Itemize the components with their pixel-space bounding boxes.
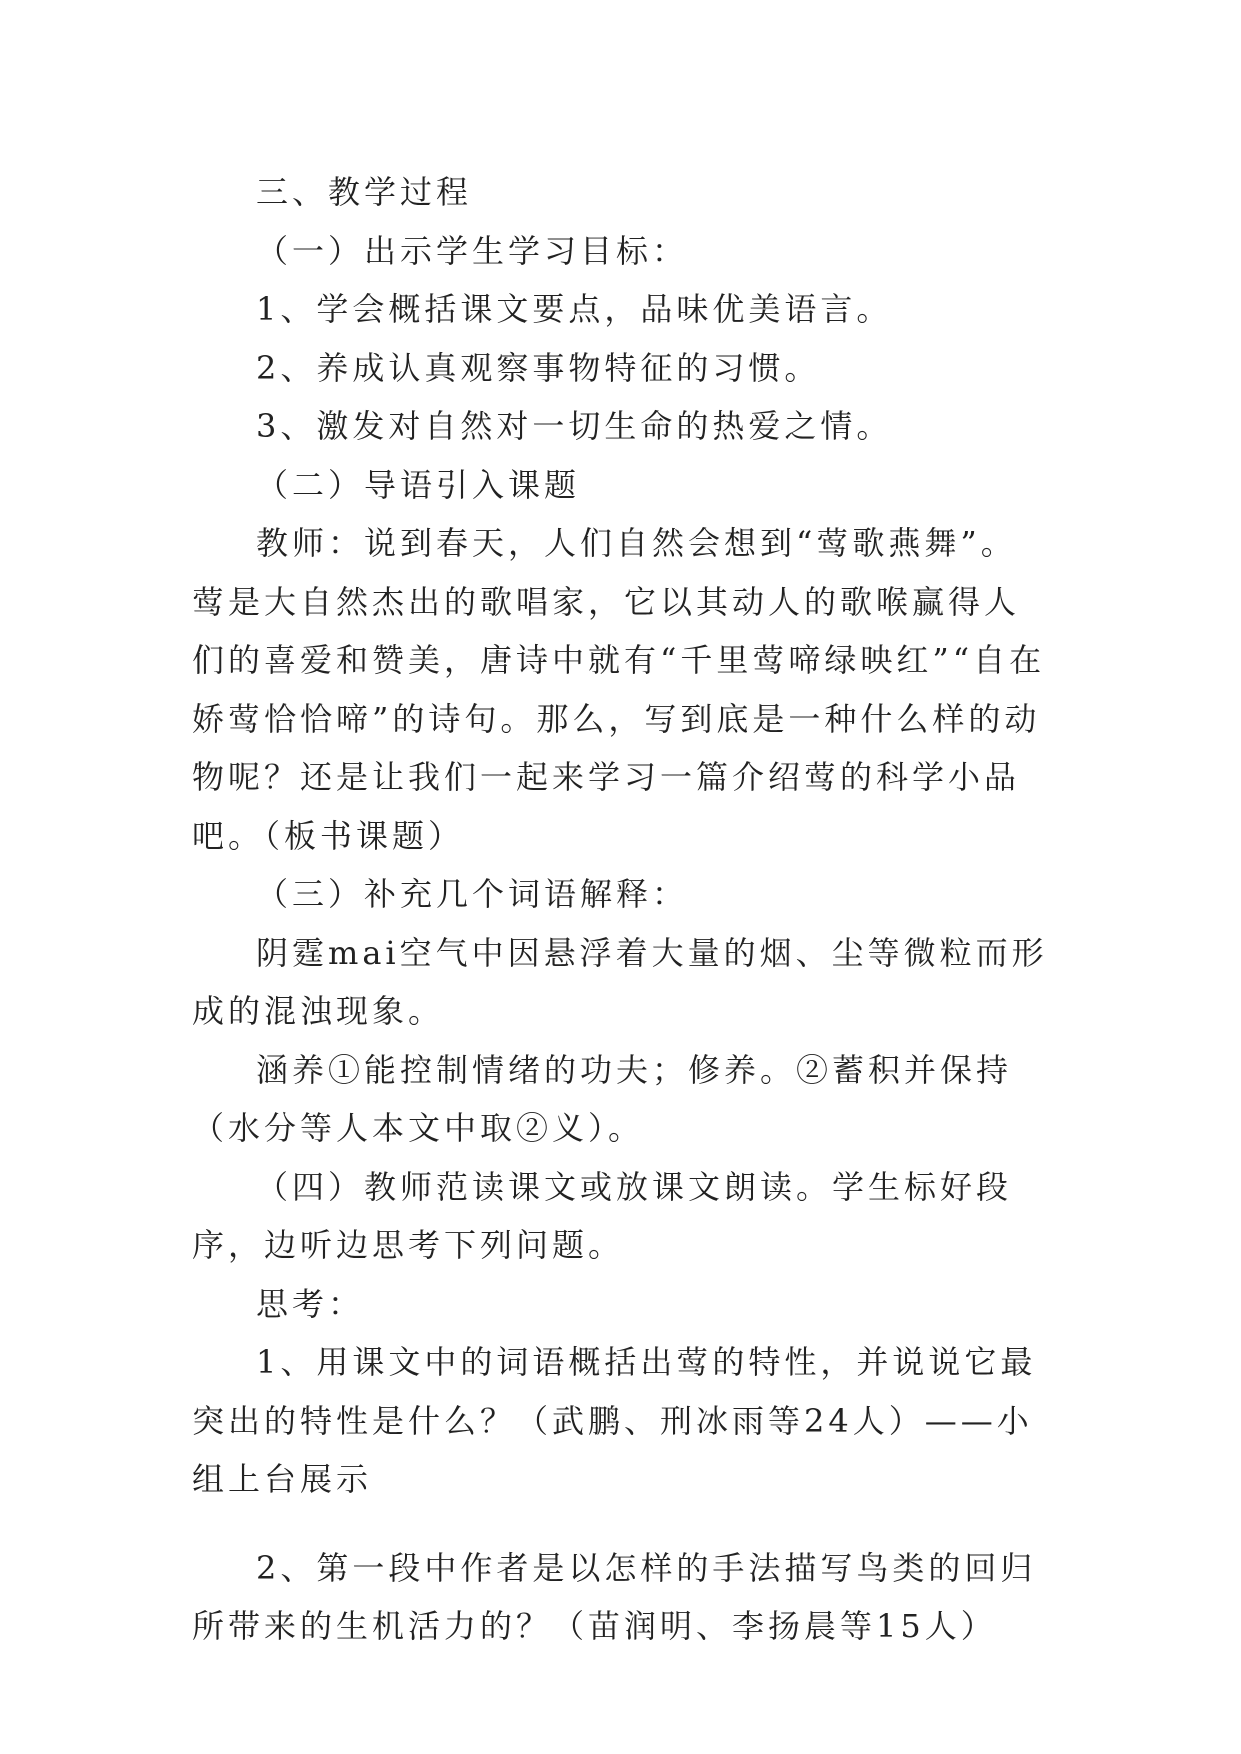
section-heading: 三、教学过程 xyxy=(256,173,473,211)
goal-item: 2、养成认真观察事物特征的习惯。 xyxy=(256,348,821,387)
question-item: 2、第一段中作者是以怎样的手法描写鸟类的回归所带来的生机活力的？（苗润明、李扬晨等15人） xyxy=(192,1548,1037,1645)
subsection-heading: （一）出示学生学习目标： xyxy=(256,231,689,270)
vocabulary-entry: 涵养①能控制情绪的功夫；修养。②蓄积并保持（水分等人本文中取②义）。 xyxy=(192,1050,1013,1147)
thinking-label: 思考： xyxy=(256,1284,365,1323)
question-item: 1、用课文中的词语概括出莺的特性，并说说它最突出的特性是什么？（武鹏、刑冰雨等24人）——小组上台展示 xyxy=(192,1343,1037,1498)
goal-item: 1、学会概括课文要点，品味优美语言。 xyxy=(256,290,893,328)
vocabulary-entry: 阴霆mai空气中因悬浮着大量的烟、尘等微粒而形成的混浊现象。 xyxy=(192,933,1048,1030)
body-paragraph: 教师：说到春天，人们自然会想到“莺歌燕舞”。莺是大自然杰出的歌唱家，它以其动人的歌喉赢得人们的喜爱和赞美，唐诗中就有“千里莺啼绿映红”“自在娇莺恰恰啼”的诗句。那么，写到底是一种什么样的动物呢？还是让我们一起来学习一篇介绍莺的科学小品吧。（板书课题） xyxy=(192,524,1046,855)
document-body xyxy=(192,163,1052,1656)
subsection-heading: （三）补充几个词语解释： xyxy=(256,875,689,913)
subsection-heading: （二）导语引入课题 xyxy=(256,465,581,504)
goal-item: 3、激发对自然对一切生命的热爱之情。 xyxy=(256,407,893,445)
subsection-heading: （四）教师范读课文或放课文朗读。学生标好段序，边听边思考下列问题。 xyxy=(192,1167,1013,1264)
